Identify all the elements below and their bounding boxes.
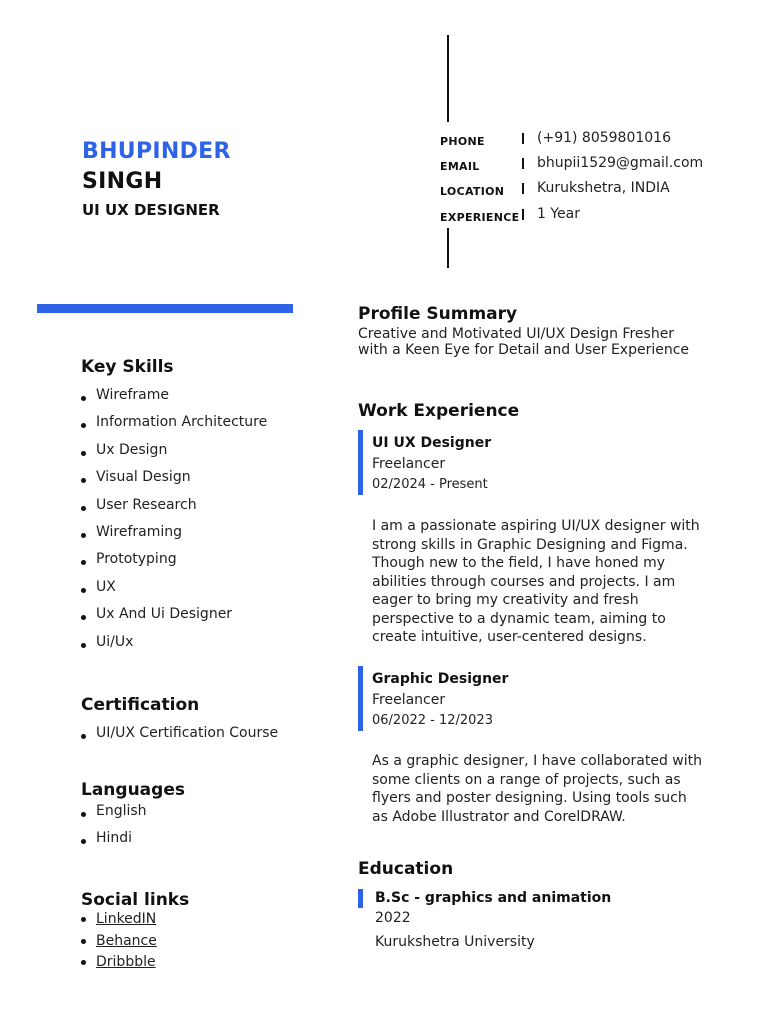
list-item: Information Architecture xyxy=(81,413,267,440)
contact-label: PHONE xyxy=(440,135,485,148)
job-accent-bar xyxy=(358,666,363,731)
contact-value: 1 Year xyxy=(537,206,580,222)
list-item: Ux Design xyxy=(81,441,267,468)
degree: B.Sc - graphics and animation xyxy=(375,890,612,906)
job-title: UI UX Designer xyxy=(372,435,492,451)
contact-separator xyxy=(522,133,524,144)
job-company: Freelancer xyxy=(372,692,446,708)
divider-line-top xyxy=(447,35,449,122)
university: Kurukshetra University xyxy=(375,934,535,950)
text-line: eager to bring my creativity and fresh xyxy=(372,592,639,608)
graduation-year: 2022 xyxy=(375,910,411,926)
contact-separator xyxy=(522,183,524,194)
list-item: Wireframe xyxy=(81,386,267,413)
certification-heading: Certification xyxy=(81,695,200,715)
behance-link[interactable]: Behance xyxy=(96,932,157,949)
text-line: with a Keen Eye for Detail and User Experience xyxy=(358,342,690,358)
text-line: Creative and Motivated UI/UX Design Fresher xyxy=(358,326,675,342)
list-item: Wireframing xyxy=(81,523,267,550)
certification-list xyxy=(81,724,278,751)
job-company: Freelancer xyxy=(372,456,446,472)
text-line: flyers and poster designing. Using tools such xyxy=(372,790,687,806)
social-links-heading: Social links xyxy=(81,890,190,910)
dribbble-link[interactable]: Dribbble xyxy=(96,954,156,970)
contact-separator xyxy=(522,209,524,220)
first-name: BHUPINDER xyxy=(82,139,231,164)
social-item xyxy=(81,932,157,954)
list-item: Visual Design xyxy=(81,468,267,495)
linkedin-link[interactable]: LinkedIN xyxy=(96,911,157,927)
text-line: abilities through courses and projects. I am xyxy=(372,573,676,590)
languages-list xyxy=(81,802,147,857)
divider-line-bottom xyxy=(447,228,449,268)
social-links-list xyxy=(81,910,157,975)
education-accent-bar xyxy=(358,889,363,908)
languages-heading: Languages xyxy=(81,780,185,800)
text-line: some clients on a range of projects, such as xyxy=(372,771,681,788)
job-dates: 02/2024 - Present xyxy=(372,477,488,492)
education-heading: Education xyxy=(358,859,454,879)
list-item: Prototyping xyxy=(81,550,267,577)
list-item: Ui/Ux xyxy=(81,633,267,660)
accent-bar xyxy=(37,304,293,313)
contact-separator xyxy=(522,158,524,169)
education-entry xyxy=(375,890,611,950)
work-experience-heading: Work Experience xyxy=(358,401,520,421)
job-role: UI UX DESIGNER xyxy=(82,201,220,219)
profile-summary-heading: Profile Summary xyxy=(358,304,518,324)
social-item xyxy=(81,910,157,932)
contact-value: bhupii1529@gmail.com xyxy=(537,155,704,171)
list-item: Hindi xyxy=(81,829,147,856)
job-accent-bar xyxy=(358,430,363,495)
job-entry xyxy=(372,671,508,728)
text-line: I am a passionate aspiring UI/UX designer with xyxy=(372,518,700,534)
key-skills-heading: Key Skills xyxy=(81,357,174,377)
job-dates: 06/2022 - 12/2023 xyxy=(372,713,493,728)
job-entry xyxy=(372,435,491,492)
contact-value: Kurukshetra, INDIA xyxy=(537,180,670,196)
contact-label: EXPERIENCE xyxy=(440,211,520,224)
contact-label: EMAIL xyxy=(440,160,480,173)
list-item: Ux And Ui Designer xyxy=(81,605,267,632)
text-line: As a graphic designer, I have collaborated with xyxy=(372,753,703,769)
list-item: UX xyxy=(81,578,267,605)
list-item: English xyxy=(81,802,147,829)
job-description xyxy=(372,752,702,826)
profile-summary-text xyxy=(358,326,689,358)
text-line: perspective to a dynamic team, aiming to xyxy=(372,610,666,627)
social-item xyxy=(81,953,157,975)
text-line: create intuitive, user-centered designs. xyxy=(372,629,647,645)
list-item: UI/UX Certification Course xyxy=(81,724,278,751)
job-description xyxy=(372,517,700,647)
contact-label: LOCATION xyxy=(440,185,505,198)
contact-value: (+91) 8059801016 xyxy=(537,130,671,146)
text-line: as Adobe Illustrator and CorelDRAW. xyxy=(372,808,626,825)
text-line: Though new to the field, I have honed my xyxy=(372,555,666,571)
last-name: SINGH xyxy=(82,169,163,194)
text-line: strong skills in Graphic Designing and Figma. xyxy=(372,536,688,553)
job-title: Graphic Designer xyxy=(372,671,509,687)
list-item: User Research xyxy=(81,496,267,523)
key-skills-list xyxy=(81,386,267,660)
